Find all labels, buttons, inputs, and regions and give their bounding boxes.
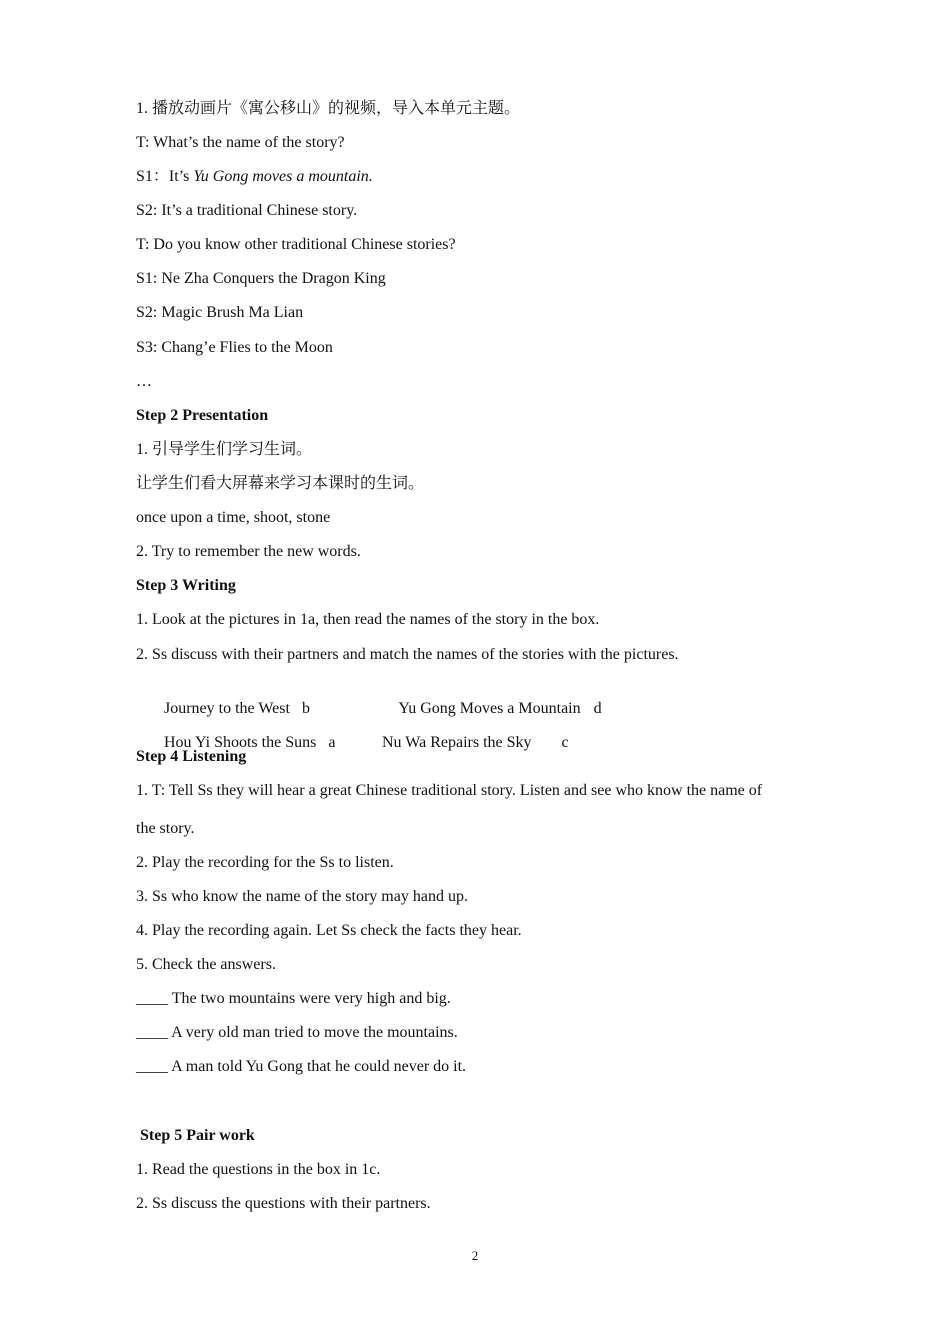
match-story: Yu Gong Moves a Mountain [398, 700, 581, 717]
dialogue-line [136, 167, 373, 187]
step-3-heading: Step 3 Writing [136, 577, 236, 594]
match-letter: a [328, 734, 336, 751]
match-letter: c [561, 734, 569, 751]
step-2-heading: Step 2 Presentation [136, 407, 269, 424]
instruction-line: 2. Ss discuss the questions with their partners. [136, 1195, 431, 1212]
instruction-line: 4. Play the recording again. Let Ss check the facts they hear. [136, 922, 522, 939]
ellipsis: … [136, 373, 152, 390]
match-letter: d [593, 700, 602, 717]
instruction-line: 2. Try to remember the new words. [136, 543, 361, 560]
instruction-line: 5. Check the answers. [136, 956, 276, 973]
dialogue-line: T: What’s the name of the story? [136, 134, 345, 151]
match-letter: b [301, 700, 310, 717]
instruction-line: 1. Look at the pictures in 1a, then read the names of the story in the box. [136, 611, 600, 628]
instruction-line-continued: the story. [136, 820, 195, 837]
instruction-line: 1. Read the questions in the box in 1c. [136, 1161, 381, 1178]
dialogue-line: T: Do you know other traditional Chinese stories? [136, 236, 456, 253]
vocabulary-line: once upon a time, shoot, stone [136, 509, 331, 526]
story-title-italic: Yu Gong moves a mountain. [193, 168, 373, 185]
dialogue-line: S2: It’s a traditional Chinese story. [136, 202, 358, 219]
page-number: 2 [471, 1248, 479, 1263]
intro-line-video: 1. 播放动画片《寓公移山》的视频，导入本单元主题。 [136, 100, 521, 117]
instruction-line: 1. T: Tell Ss they will hear a great Chinese traditional story. Listen and see who know the name of [136, 782, 763, 799]
step-4-heading: Step 4 Listening [136, 748, 247, 765]
instruction-line: 1. 引导学生们学习生词。 [136, 441, 313, 458]
dialogue-speaker: S1：It’s [136, 168, 194, 185]
dialogue-line: S1: Ne Zha Conquers the Dragon King [136, 270, 386, 287]
answer-blank-line: ____ A man told Yu Gong that he could never do it. [136, 1058, 467, 1075]
match-story: Nu Wa Repairs the Sky [382, 734, 532, 751]
match-story: Hou Yi Shoots the Suns [164, 734, 317, 751]
answer-blank-line: ____ A very old man tried to move the mountains. [136, 1024, 458, 1041]
instruction-line: 2. Play the recording for the Ss to listen. [136, 854, 394, 871]
dialogue-line: S3: Chang’e Flies to the Moon [136, 339, 333, 356]
dialogue-line: S2: Magic Brush Ma Lian [136, 304, 304, 321]
step-5-heading: Step 5 Pair work [140, 1127, 255, 1144]
instruction-line: 3. Ss who know the name of the story may hand up. [136, 888, 468, 905]
match-item [366, 713, 569, 773]
instruction-line: 让学生们看大屏幕来学习本课时的生词。 [136, 475, 425, 492]
instruction-line: 2. Ss discuss with their partners and match the names of the stories with the pictures. [136, 646, 679, 663]
match-story: Journey to the West [164, 700, 290, 717]
answer-blank-line: ____ The two mountains were very high and big. [136, 990, 451, 1007]
